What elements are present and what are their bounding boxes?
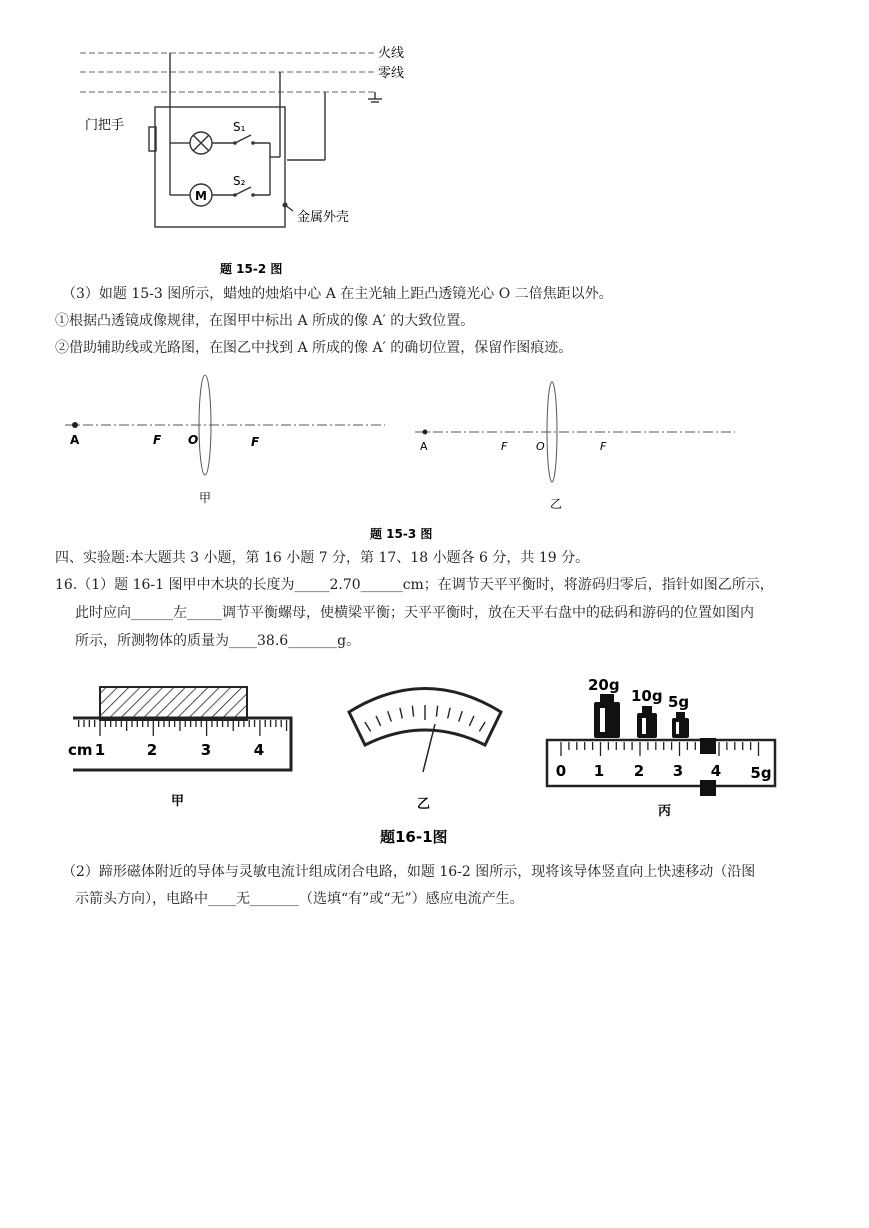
figure-16-1-caption: 题16-1图 bbox=[380, 828, 448, 846]
q16-1-line2: 此时应向______左_____调节平衡螺母，使横梁平衡；天平平衡时，放在天平右盘中的砝码和游码的位置如图内 bbox=[75, 605, 754, 621]
s2-label: S₂ bbox=[233, 174, 246, 188]
s1-label: S₁ bbox=[233, 120, 246, 134]
lens-f-left1-label: F bbox=[153, 433, 162, 447]
scale-tick-3: 3 bbox=[672, 762, 684, 780]
lens-o-left-label: O bbox=[188, 433, 199, 447]
lens-jia-label: 甲 bbox=[199, 491, 212, 505]
q16-1-line3: 所示，所测物体的质量为____38.6_______g。 bbox=[75, 633, 361, 649]
lens-yi-label: 乙 bbox=[550, 497, 563, 511]
figure-15-2-circuit bbox=[75, 35, 415, 285]
dial-tick-mark bbox=[365, 722, 371, 731]
q15-3-intro: （3）如题 15-3 图所示，蜡烛的烛焰中心 A 在主光轴上距凸透镜光心 O 二倍焦距以外。 bbox=[62, 286, 613, 302]
live-wire-label: 火线 bbox=[378, 46, 405, 61]
door-handle-label: 门把手 bbox=[85, 118, 125, 133]
ruler-with-block bbox=[68, 687, 291, 809]
q16-2-line2: 示箭头方向），电路中____无_______（选填“有”或“无”）感应电流产生。 bbox=[75, 891, 524, 907]
q15-3-part1: ①根据凸透镜成像规律，在图甲中标出 A 所成的像 A′ 的大致位置。 bbox=[55, 313, 475, 329]
sub-label-jia: 甲 bbox=[171, 794, 185, 809]
lens-o-right-label: O bbox=[536, 440, 545, 453]
ruler-tick-1: 1 bbox=[94, 741, 106, 759]
scale-tick-1: 1 bbox=[593, 762, 605, 780]
weight-20g-label: 20g bbox=[588, 676, 620, 694]
metal-shell-label: 金属外壳 bbox=[297, 210, 350, 225]
section-4-heading: 四、实验题:本大题共 3 小题，第 16 小题 7 分，第 17、18 小题各 6 分，共 19 分。 bbox=[55, 550, 590, 566]
figure-15-2-caption: 题 15-2 图 bbox=[220, 262, 283, 276]
scale-tick-0: 0 bbox=[555, 762, 567, 780]
ruler-tick-3: 3 bbox=[200, 741, 212, 759]
q16-1-line1: 16.（1）题 16-1 图甲中木块的长度为_____2.70______cm；在调节天平平衡时，将游码归零后，指针如图乙所示， bbox=[55, 577, 774, 593]
q16-2-line1: （2）蹄形磁体附近的导体与灵敏电流计组成闭合电路，如题 16-2 图所示，现将该导体竖直向上快速移动（沿图 bbox=[62, 864, 756, 880]
weights-and-scale bbox=[547, 676, 775, 819]
scale-tick-4: 4 bbox=[710, 762, 722, 780]
sub-label-bing: 丙 bbox=[658, 804, 672, 819]
lens-f-left2-label: F bbox=[251, 435, 260, 449]
scale-tick-2: 2 bbox=[633, 762, 645, 780]
dial-tick-mark bbox=[459, 711, 463, 721]
weight-10g-label: 10g bbox=[631, 687, 663, 705]
dial-tick-mark bbox=[400, 708, 402, 719]
weight-5g-label: 5g bbox=[668, 693, 690, 711]
ruler-unit-label: cm bbox=[68, 741, 93, 759]
dial-tick-mark bbox=[388, 711, 392, 721]
dial-tick-mark bbox=[479, 722, 485, 731]
dial-tick-mark bbox=[412, 706, 413, 717]
ruler-tick-4: 4 bbox=[253, 741, 265, 759]
figure-16-1 bbox=[55, 670, 815, 855]
lens-f-right2-label: F bbox=[600, 440, 607, 453]
neutral-wire-label: 零线 bbox=[378, 66, 405, 81]
q15-3-part2: ②借助辅助线或光路图，在图乙中找到 A 所成的像 A′ 的确切位置，保留作图痕迹。 bbox=[55, 340, 573, 356]
figure-15-3-caption: 题 15-3 图 bbox=[370, 527, 433, 541]
lens-f-right1-label: F bbox=[501, 440, 508, 453]
dial-tick-mark bbox=[376, 716, 381, 726]
motor-label: M bbox=[195, 189, 207, 203]
dial-tick-mark bbox=[469, 716, 474, 726]
dial-tick-mark bbox=[436, 706, 437, 717]
dial-tick-mark bbox=[448, 708, 450, 719]
lens-a-right-label: A bbox=[420, 440, 428, 453]
sub-label-yi: 乙 bbox=[417, 797, 431, 812]
ruler-tick-2: 2 bbox=[146, 741, 158, 759]
lens-a-left-label: A bbox=[70, 433, 80, 447]
scale-tick-5g: 5g bbox=[750, 764, 772, 782]
balance-pointer-dial bbox=[349, 689, 501, 813]
figure-15-3-lens bbox=[55, 370, 755, 545]
